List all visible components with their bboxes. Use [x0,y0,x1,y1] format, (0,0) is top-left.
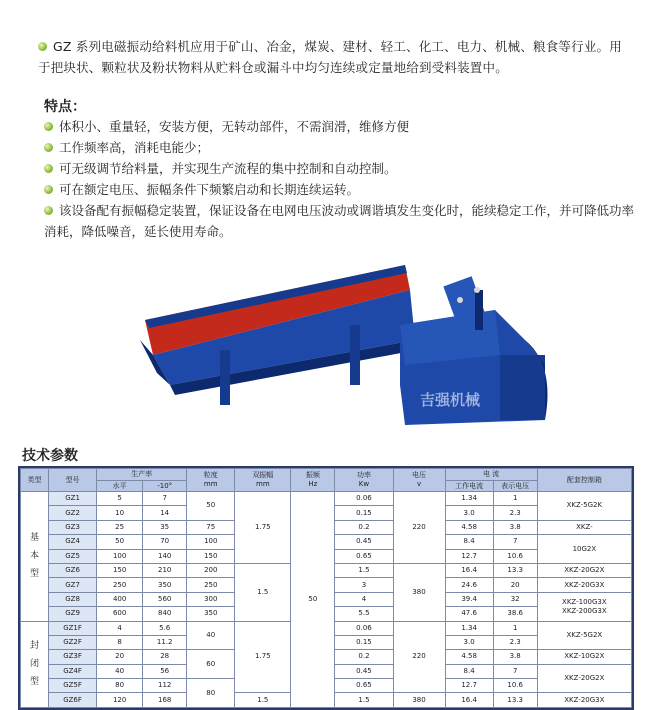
feature-item: 工作频率高，消耗电能少； [44,137,634,158]
feature-item: 可在额定电压、振幅条件下频繁启动和长期连续运转。 [44,179,634,200]
voltage-cell: 220 [393,621,445,693]
bullet-icon [44,143,53,152]
model-cell: GZ8 [49,592,97,606]
header-incline: -10° [143,481,187,492]
model-cell: GZ2 [49,506,97,520]
working-current-cell: 4.58 [445,520,493,534]
header-power: 功率 Kw [335,469,393,492]
feature-item: 体积小、重量轻，安装方便，无转动部件，不需润滑，维修方便 [44,116,634,137]
bullet-icon [44,206,53,215]
features-title: 特点： [44,99,86,115]
display-voltage-cell: 13.3 [493,563,537,577]
support-bracket [350,325,360,385]
incline-cell: 350 [143,578,187,592]
horizontal-cell: 250 [97,578,143,592]
power-cell: 0.15 [335,635,393,649]
granularity-cell: 200 [187,563,235,577]
incline-cell: 210 [143,563,187,577]
working-current-cell: 12.7 [445,549,493,563]
control-box-cell: XKZ-20G3X [537,693,631,708]
spring-assembly [475,290,483,330]
display-voltage-cell: 10.6 [493,679,537,693]
model-cell: GZ4 [49,535,97,549]
power-cell: 1.5 [335,563,393,577]
type-sealed: 封 闭 型 [21,621,49,707]
horizontal-cell: 10 [97,506,143,520]
bullet-icon [44,122,53,131]
spec-table-header [21,469,632,492]
power-cell: 0.06 [335,492,393,506]
header-type: 类型 [21,469,49,492]
horizontal-cell: 150 [97,563,143,577]
display-voltage-cell: 20 [493,578,537,592]
feeder-machine-image [105,245,565,445]
incline-cell: 560 [143,592,187,606]
header-display-voltage: 表示电压 [493,481,537,492]
model-cell: GZ3 [49,520,97,534]
power-cell: 3 [335,578,393,592]
model-cell: GZ1 [49,492,97,506]
header-control-box: 配套控制箱 [537,469,631,492]
intro-text: GZ 系列电磁振动给料机应用于矿山、冶金，煤炭、建材、轻工、化工、电力、机械、粮食等行业。用于把块状、颗粒状及粉状物料从贮料仓或漏斗中均匀连续或定量地给到受料装置中。 [38,39,622,75]
power-cell: 1.5 [335,693,393,708]
horizontal-cell: 50 [97,535,143,549]
granularity-cell: 250 [187,578,235,592]
horizontal-cell: 80 [97,679,143,693]
voltage-cell: 380 [393,693,445,708]
header-voltage: 电压 v [393,469,445,492]
bullet-icon [44,185,53,194]
amplitude-cell: 1.5 [235,563,291,621]
brand-label: 吉强机械 [420,391,481,409]
spec-table [20,468,632,708]
horizontal-cell: 100 [97,549,143,563]
granularity-cell: 150 [187,549,235,563]
header-horizontal: 水平 [97,481,143,492]
display-voltage-cell: 1 [493,492,537,506]
display-voltage-cell: 7 [493,664,537,678]
display-voltage-cell: 32 [493,592,537,606]
working-current-cell: 1.34 [445,492,493,506]
power-cell: 0.45 [335,664,393,678]
incline-cell: 70 [143,535,187,549]
control-box-cell: XKZ-20G2X [537,563,631,577]
model-cell: GZ5 [49,549,97,563]
display-voltage-cell: 2.3 [493,635,537,649]
display-voltage-cell: 38.6 [493,607,537,621]
type-basic: 基 本 型 [21,492,49,622]
working-current-cell: 4.58 [445,650,493,664]
working-current-cell: 12.7 [445,679,493,693]
display-voltage-cell: 13.3 [493,693,537,708]
granularity-cell: 80 [187,679,235,708]
header-amplitude: 双振幅 mm [235,469,291,492]
amplitude-cell: 1.75 [235,621,291,693]
incline-cell: 35 [143,520,187,534]
model-cell: GZ3F [49,650,97,664]
header-working-current: 工作电流 [445,481,493,492]
working-current-cell: 39.4 [445,592,493,606]
power-cell: 4 [335,592,393,606]
model-cell: GZ7 [49,578,97,592]
working-current-cell: 24.6 [445,578,493,592]
bullet-icon [38,42,47,51]
granularity-cell: 40 [187,621,235,650]
working-current-cell: 47.6 [445,607,493,621]
display-voltage-cell: 1 [493,621,537,635]
incline-cell: 112 [143,679,187,693]
control-box-cell: XKZ-20G2X [537,664,631,693]
horizontal-cell: 600 [97,607,143,621]
granularity-cell: 350 [187,607,235,621]
horizontal-cell: 400 [97,592,143,606]
power-cell: 5.5 [335,607,393,621]
tech-params-title: 技术参数 [22,448,78,464]
granularity-cell: 75 [187,520,235,534]
feature-item: 该设备配有振幅稳定装置，保证设备在电网电压波动或调谐填发生变化时，能续稳定工作，并可降低功率消耗，降低噪音，延长使用寿命。 [44,203,635,239]
header-frequency: 振频 Hz [291,469,335,492]
control-box-cell: XKZ-10G2X [537,650,631,664]
working-current-cell: 8.4 [445,664,493,678]
power-cell: 0.65 [335,549,393,563]
header-current: 电 流 [445,469,537,481]
power-cell: 0.2 [335,650,393,664]
model-cell: GZ6F [49,693,97,708]
incline-cell: 140 [143,549,187,563]
granularity-cell: 100 [187,535,235,549]
horizontal-cell: 8 [97,635,143,649]
header-capacity: 生产率 [97,469,187,481]
control-box-cell: 10G2X [537,535,631,564]
control-box-cell: XKZ-5G2X [537,621,631,650]
power-cell: 0.06 [335,621,393,635]
header-granularity: 粒度 mm [187,469,235,492]
incline-cell: 56 [143,664,187,678]
incline-cell: 14 [143,506,187,520]
model-cell: GZ5F [49,679,97,693]
control-box-cell: XKZ-5G2K [537,492,631,521]
display-voltage-cell: 3.8 [493,650,537,664]
model-cell: GZ9 [49,607,97,621]
horizontal-cell: 20 [97,650,143,664]
granularity-cell: 300 [187,592,235,606]
power-cell: 0.45 [335,535,393,549]
bolt-icon [457,297,463,303]
amplitude-cell: 1.75 [235,492,291,564]
display-voltage-cell: 7 [493,535,537,549]
horizontal-cell: 120 [97,693,143,708]
features-list [44,116,634,242]
spec-table-frame [18,466,634,710]
display-voltage-cell: 10.6 [493,549,537,563]
horizontal-cell: 5 [97,492,143,506]
incline-cell: 28 [143,650,187,664]
incline-cell: 840 [143,607,187,621]
working-current-cell: 16.4 [445,693,493,708]
incline-cell: 168 [143,693,187,708]
working-current-cell: 8.4 [445,535,493,549]
incline-cell: 7 [143,492,187,506]
working-current-cell: 3.0 [445,506,493,520]
power-cell: 0.2 [335,520,393,534]
feature-item: 可无级调节给料量，并实现生产流程的集中控制和自动控制。 [44,158,634,179]
model-cell: GZ1F [49,621,97,635]
power-cell: 0.65 [335,679,393,693]
working-current-cell: 3.0 [445,635,493,649]
working-current-cell: 16.4 [445,563,493,577]
power-cell: 0.15 [335,506,393,520]
control-box-cell: XKZ-20G3X [537,578,631,592]
header-model: 型号 [49,469,97,492]
horizontal-cell: 4 [97,621,143,635]
voltage-cell: 380 [393,563,445,621]
horizontal-cell: 40 [97,664,143,678]
support-bracket [220,350,230,405]
voltage-cell: 220 [393,492,445,564]
working-current-cell: 1.34 [445,621,493,635]
horizontal-cell: 25 [97,520,143,534]
motor-end-panel [500,355,545,420]
table-row [21,492,632,506]
granularity-cell: 60 [187,650,235,679]
incline-cell: 5.6 [143,621,187,635]
model-cell: GZ4F [49,664,97,678]
bullet-icon [44,164,53,173]
frequency-cell: 50 [291,492,335,708]
incline-cell: 11.2 [143,635,187,649]
spec-table-body [21,492,632,708]
intro-paragraph [38,36,628,78]
control-box-cell: XKZ-100G3X XKZ-200G3X [537,592,631,621]
display-voltage-cell: 2.3 [493,506,537,520]
display-voltage-cell: 3.8 [493,520,537,534]
granularity-cell: 50 [187,492,235,521]
amplitude-cell: 1.5 [235,693,291,708]
control-box-cell: XKZ- [537,520,631,534]
bolt-icon [474,287,480,293]
model-cell: GZ6 [49,563,97,577]
model-cell: GZ2F [49,635,97,649]
